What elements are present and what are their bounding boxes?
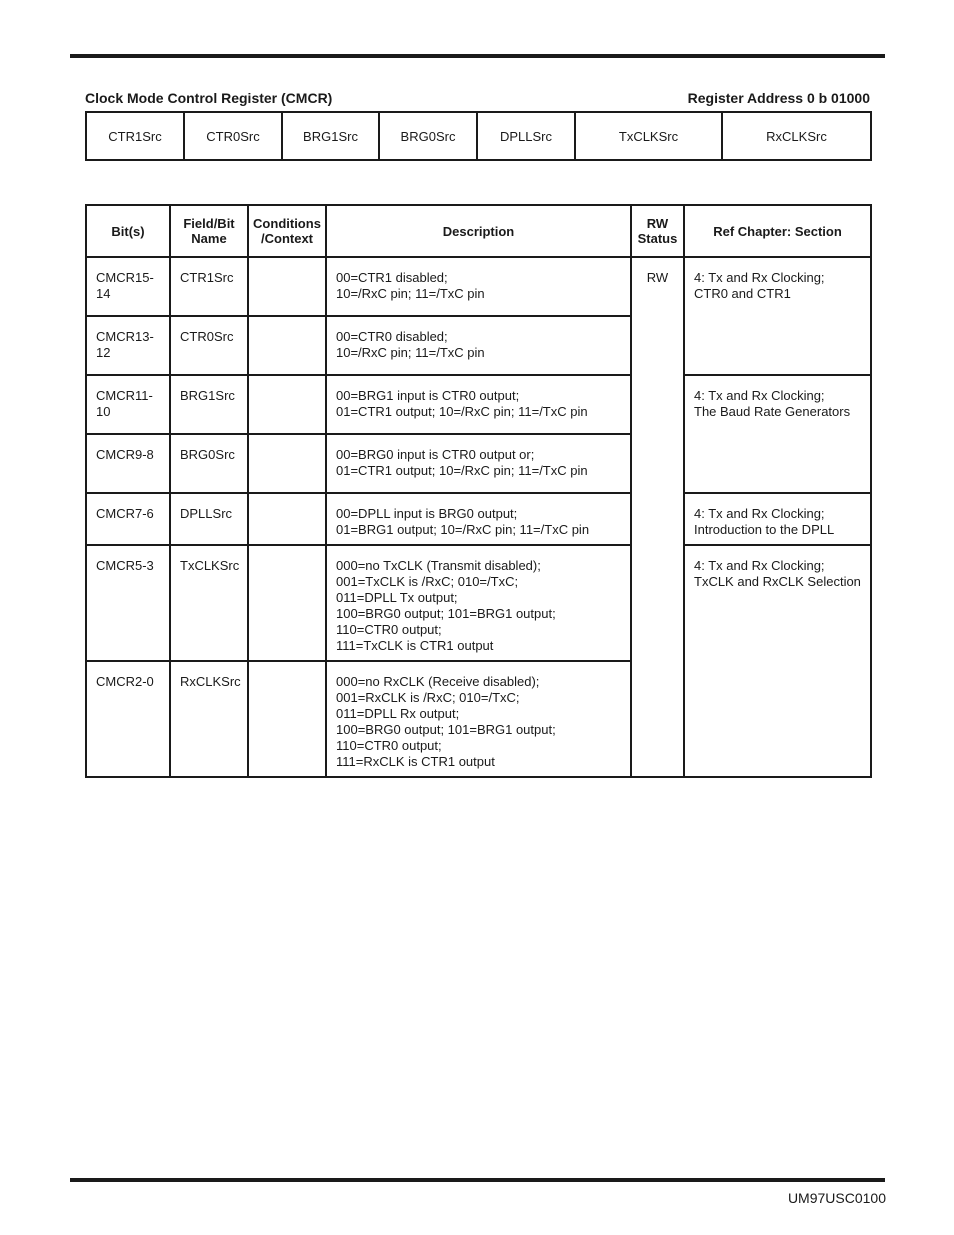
table-row — [86, 375, 871, 434]
cell-bits: CMCR2-0 — [86, 661, 170, 777]
document-code: UM97USC0100 — [787, 1190, 886, 1206]
table-row — [86, 545, 871, 661]
bottom-rule — [70, 1178, 885, 1182]
bitmap-field-brg0src: BRG0Src — [379, 112, 477, 160]
cell-bits: CMCR11-10 — [86, 375, 170, 434]
top-rule — [70, 54, 885, 58]
cell-field: RxCLKSrc — [170, 661, 248, 777]
bitmap-field-dpllsrc: DPLLSrc — [477, 112, 575, 160]
register-title: Clock Mode Control Register (CMCR) — [85, 90, 333, 106]
cell-conditions — [248, 375, 326, 434]
table-header-row — [86, 205, 871, 257]
cell-field: BRG1Src — [170, 375, 248, 434]
header-field-name: Field/Bit Name — [170, 205, 248, 257]
cell-description: 00=BRG1 input is CTR0 output; 01=CTR1 output; 10=/RxC pin; 11=/TxC pin — [326, 375, 631, 434]
cell-bits: CMCR15-14 — [86, 257, 170, 316]
cell-ref-chapter: 4: Tx and Rx Clocking; CTR0 and CTR1 — [684, 257, 871, 375]
cell-field: BRG0Src — [170, 434, 248, 493]
field-description-table — [85, 204, 872, 778]
cell-conditions — [248, 316, 326, 375]
cell-description: 000=no TxCLK (Transmit disabled); 001=TxCLK is /RxC; 010=/TxC; 011=DPLL Tx output; 100=BRG0 output; 101=BRG1 output; 110=CTR0 output; 111=TxCLK is CTR1 output — [326, 545, 631, 661]
cell-bits: CMCR5-3 — [86, 545, 170, 661]
header-ref-chapter: Ref Chapter: Section — [684, 205, 871, 257]
cell-bits: CMCR7-6 — [86, 493, 170, 545]
bitmap-field-rxclksrc: RxCLKSrc — [722, 112, 871, 160]
cell-conditions — [248, 257, 326, 316]
cell-conditions — [248, 661, 326, 777]
header-rw-status: RW Status — [631, 205, 684, 257]
cell-description: 000=no RxCLK (Receive disabled); 001=RxCLK is /RxC; 010=/TxC; 011=DPLL Rx output; 100=BRG0 output; 101=BRG1 output; 110=CTR0 output; 111=RxCLK is CTR1 output — [326, 661, 631, 777]
cell-description: 00=DPLL input is BRG0 output; 01=BRG1 output; 10=/RxC pin; 11=/TxC pin — [326, 493, 631, 545]
table-row — [86, 257, 871, 316]
register-bit-map — [85, 111, 872, 161]
header-conditions: Conditions /Context — [248, 205, 326, 257]
cell-conditions — [248, 493, 326, 545]
cell-bits: CMCR9-8 — [86, 434, 170, 493]
cell-conditions — [248, 545, 326, 661]
cell-ref-chapter: 4: Tx and Rx Clocking; The Baud Rate Generators — [684, 375, 871, 493]
cell-field: CTR0Src — [170, 316, 248, 375]
cell-description: 00=CTR0 disabled; 10=/RxC pin; 11=/TxC pin — [326, 316, 631, 375]
cell-conditions — [248, 434, 326, 493]
header-bits: Bit(s) — [86, 205, 170, 257]
bitmap-field-ctr1src: CTR1Src — [86, 112, 184, 160]
register-address: Register Address 0 b 01000 — [687, 90, 870, 106]
cell-rw-status: RW — [631, 257, 684, 777]
cell-field: CTR1Src — [170, 257, 248, 316]
cell-bits: CMCR13-12 — [86, 316, 170, 375]
cell-description: 00=BRG0 input is CTR0 output or; 01=CTR1 output; 10=/RxC pin; 11=/TxC pin — [326, 434, 631, 493]
cell-field: DPLLSrc — [170, 493, 248, 545]
bitmap-field-ctr0src: CTR0Src — [184, 112, 282, 160]
header-description: Description — [326, 205, 631, 257]
cell-field: TxCLKSrc — [170, 545, 248, 661]
bitmap-field-txclksrc: TxCLKSrc — [575, 112, 722, 160]
cell-description: 00=CTR1 disabled; 10=/RxC pin; 11=/TxC pin — [326, 257, 631, 316]
table-row — [86, 493, 871, 545]
bitmap-field-brg1src: BRG1Src — [282, 112, 379, 160]
cell-ref-chapter: 4: Tx and Rx Clocking; TxCLK and RxCLK Selection — [684, 545, 871, 777]
cell-ref-chapter: 4: Tx and Rx Clocking; Introduction to the DPLL — [684, 493, 871, 545]
